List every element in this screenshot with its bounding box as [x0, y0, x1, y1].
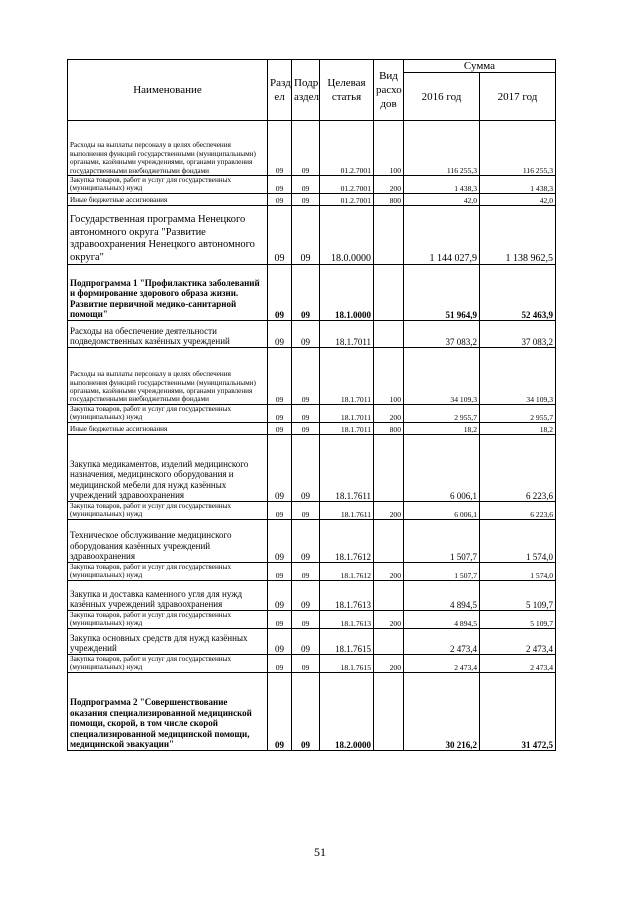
amount-2016-cell: 34 109,3: [404, 347, 480, 404]
row-name: Подпрограмма 2 "Совершенствование оказания специализированной медицинской помощи, скорой, в том числе скорой специализированной медицинской помощи, медицинской эвакуации": [68, 672, 268, 750]
vid-cell: 200: [374, 610, 404, 628]
amount-2017-cell: 42,0: [480, 193, 556, 205]
amount-2016-cell: 51 964,9: [404, 264, 480, 320]
vid-cell: 200: [374, 501, 404, 519]
podrazdel-cell: 09: [292, 580, 320, 610]
razdel-cell: 09: [268, 193, 292, 205]
amount-2017-cell: 116 255,3: [480, 121, 556, 176]
header-2017: 2017 год: [480, 73, 556, 121]
table-row: [68, 562, 556, 580]
row-name: Закупка основных средств для нужд казённых учреждений: [68, 628, 268, 654]
header-sum: Сумма: [404, 60, 556, 73]
row-name: Расходы на выплаты персоналу в целях обеспечения выполнения функций государственными (муниципальными) органами, казёнными учреждениями, органами управления государственными внебюджетными фондами: [68, 121, 268, 176]
target-cell: 18.1.7611: [320, 501, 374, 519]
razdel-cell: 09: [268, 320, 292, 347]
amount-2016-cell: 42,0: [404, 193, 480, 205]
amount-2017-cell: 37 083,2: [480, 320, 556, 347]
amount-2016-cell: 18,2: [404, 422, 480, 434]
amount-2016-cell: 1 507,7: [404, 562, 480, 580]
row-name: Закупка товаров, работ и услуг для государственных (муниципальных) нужд: [68, 404, 268, 422]
razdel-cell: 09: [268, 562, 292, 580]
header-name: Наименование: [68, 60, 268, 121]
amount-2017-cell: 2 473,4: [480, 628, 556, 654]
vid-cell: [374, 434, 404, 501]
vid-cell: 200: [374, 562, 404, 580]
vid-cell: [374, 672, 404, 750]
table-row: [68, 434, 556, 501]
podrazdel-cell: 09: [292, 562, 320, 580]
vid-cell: 200: [374, 654, 404, 672]
razdel-cell: 09: [268, 628, 292, 654]
vid-cell: 800: [374, 193, 404, 205]
podrazdel-cell: 09: [292, 519, 320, 562]
row-name: Закупка медикаментов, изделий медицинского назначения, медицинского оборудования и медицинской мебели для нужд казённых учреждений здравоохранения: [68, 434, 268, 501]
row-name: Иные бюджетные ассигнования: [68, 193, 268, 205]
amount-2016-cell: 1 438,3: [404, 176, 480, 194]
amount-2017-cell: 2 955,7: [480, 404, 556, 422]
row-name: Техническое обслуживание медицинского оборудования казённых учреждений здравоохранения: [68, 519, 268, 562]
target-cell: 18.1.7612: [320, 519, 374, 562]
podrazdel-cell: 09: [292, 264, 320, 320]
vid-cell: 800: [374, 422, 404, 434]
table-row: [68, 501, 556, 519]
amount-2016-cell: 30 216,2: [404, 672, 480, 750]
row-name: Иные бюджетные ассигнования: [68, 422, 268, 434]
vid-cell: [374, 580, 404, 610]
target-cell: 18.1.7011: [320, 320, 374, 347]
podrazdel-cell: 09: [292, 628, 320, 654]
vid-cell: 200: [374, 404, 404, 422]
budget-table: [67, 59, 556, 751]
row-name: Подпрограмма 1 "Профилактика заболеваний и формирование здорового образа жизни. Развитие первичной медико-санитарной помощи": [68, 264, 268, 320]
razdel-cell: 09: [268, 205, 292, 264]
target-cell: 18.1.7011: [320, 347, 374, 404]
target-cell: 18.1.7011: [320, 404, 374, 422]
row-name: Закупка и доставка каменного угля для нужд казённых учреждений здравоохранения: [68, 580, 268, 610]
amount-2016-cell: 1 144 027,9: [404, 205, 480, 264]
razdel-cell: 09: [268, 404, 292, 422]
target-cell: 18.2.0000: [320, 672, 374, 750]
table-row: [68, 121, 556, 176]
amount-2016-cell: 1 507,7: [404, 519, 480, 562]
amount-2017-cell: 2 473,4: [480, 654, 556, 672]
vid-cell: [374, 519, 404, 562]
amount-2016-cell: 116 255,3: [404, 121, 480, 176]
row-name: Государственная программа Ненецкого автономного округа "Развитие здравоохранения Ненецкого автономного округа": [68, 205, 268, 264]
amount-2017-cell: 1 574,0: [480, 562, 556, 580]
target-cell: 18.1.7611: [320, 434, 374, 501]
razdel-cell: 09: [268, 580, 292, 610]
row-name: Закупка товаров, работ и услуг для государственных (муниципальных) нужд: [68, 176, 268, 194]
amount-2016-cell: 2 955,7: [404, 404, 480, 422]
amount-2017-cell: 34 109,3: [480, 347, 556, 404]
header-2016: 2016 год: [404, 73, 480, 121]
amount-2017-cell: 1 438,3: [480, 176, 556, 194]
razdel-cell: 09: [268, 501, 292, 519]
table-row: [68, 580, 556, 610]
podrazdel-cell: 09: [292, 320, 320, 347]
podrazdel-cell: 09: [292, 434, 320, 501]
podrazdel-cell: 09: [292, 121, 320, 176]
amount-2016-cell: 4 894,5: [404, 610, 480, 628]
podrazdel-cell: 09: [292, 404, 320, 422]
amount-2017-cell: 52 463,9: [480, 264, 556, 320]
table-row: [68, 422, 556, 434]
amount-2016-cell: 4 894,5: [404, 580, 480, 610]
razdel-cell: 09: [268, 610, 292, 628]
razdel-cell: 09: [268, 347, 292, 404]
target-cell: 18.1.7615: [320, 628, 374, 654]
target-cell: 01.2.7001: [320, 176, 374, 194]
razdel-cell: 09: [268, 422, 292, 434]
amount-2017-cell: 18,2: [480, 422, 556, 434]
razdel-cell: 09: [268, 176, 292, 194]
target-cell: 18.1.7011: [320, 422, 374, 434]
table-row: [68, 347, 556, 404]
target-cell: 18.1.0000: [320, 264, 374, 320]
vid-cell: [374, 320, 404, 347]
table-row: [68, 404, 556, 422]
table-row: [68, 672, 556, 750]
podrazdel-cell: 09: [292, 654, 320, 672]
razdel-cell: 09: [268, 264, 292, 320]
target-cell: 01.2.7001: [320, 193, 374, 205]
podrazdel-cell: 09: [292, 205, 320, 264]
table-row: [68, 176, 556, 194]
vid-cell: [374, 264, 404, 320]
amount-2017-cell: 6 223,6: [480, 434, 556, 501]
razdel-cell: 09: [268, 654, 292, 672]
amount-2016-cell: 2 473,4: [404, 654, 480, 672]
table-row: [68, 193, 556, 205]
header-podrazdel: Подр аздел: [292, 60, 320, 121]
vid-cell: [374, 205, 404, 264]
podrazdel-cell: 09: [292, 422, 320, 434]
target-cell: 01.2.7001: [320, 121, 374, 176]
razdel-cell: 09: [268, 672, 292, 750]
vid-cell: [374, 628, 404, 654]
podrazdel-cell: 09: [292, 176, 320, 194]
podrazdel-cell: 09: [292, 501, 320, 519]
amount-2016-cell: 37 083,2: [404, 320, 480, 347]
amount-2017-cell: 31 472,5: [480, 672, 556, 750]
row-name: Закупка товаров, работ и услуг для государственных (муниципальных) нужд: [68, 562, 268, 580]
target-cell: 18.1.7613: [320, 610, 374, 628]
header-vid: Вид расхо дов: [374, 60, 404, 121]
amount-2016-cell: 6 006,1: [404, 434, 480, 501]
razdel-cell: 09: [268, 121, 292, 176]
vid-cell: 100: [374, 347, 404, 404]
target-cell: 18.1.7612: [320, 562, 374, 580]
target-cell: 18.1.7615: [320, 654, 374, 672]
row-name: Закупка товаров, работ и услуг для государственных (муниципальных) нужд: [68, 501, 268, 519]
vid-cell: 100: [374, 121, 404, 176]
header-target: Целевая статья: [320, 60, 374, 121]
table-row: [68, 610, 556, 628]
header-row-top: [68, 60, 556, 73]
table-row: [68, 320, 556, 347]
target-cell: 18.1.7613: [320, 580, 374, 610]
amount-2017-cell: 5 109,7: [480, 610, 556, 628]
podrazdel-cell: 09: [292, 347, 320, 404]
razdel-cell: 09: [268, 519, 292, 562]
table-row: [68, 519, 556, 562]
row-name: Расходы на выплаты персоналу в целях обеспечения выполнения функций государственными (муниципальными) органами, казёнными учреждениями, органами управления государственными внебюджетными фондами: [68, 347, 268, 404]
amount-2017-cell: 5 109,7: [480, 580, 556, 610]
table-row: [68, 264, 556, 320]
amount-2016-cell: 6 006,1: [404, 501, 480, 519]
table-row: [68, 628, 556, 654]
row-name: Закупка товаров, работ и услуг для государственных (муниципальных) нужд: [68, 654, 268, 672]
vid-cell: 200: [374, 176, 404, 194]
podrazdel-cell: 09: [292, 193, 320, 205]
header-razdel: Разд ел: [268, 60, 292, 121]
amount-2017-cell: 1 138 962,5: [480, 205, 556, 264]
amount-2017-cell: 1 574,0: [480, 519, 556, 562]
podrazdel-cell: 09: [292, 672, 320, 750]
target-cell: 18.0.0000: [320, 205, 374, 264]
razdel-cell: 09: [268, 434, 292, 501]
table-row: [68, 205, 556, 264]
podrazdel-cell: 09: [292, 610, 320, 628]
page-number: 51: [314, 845, 326, 859]
amount-2017-cell: 6 223,6: [480, 501, 556, 519]
row-name: Закупка товаров, работ и услуг для государственных (муниципальных) нужд: [68, 610, 268, 628]
row-name: Расходы на обеспечение деятельности подведомственных казённых учреждений: [68, 320, 268, 347]
amount-2016-cell: 2 473,4: [404, 628, 480, 654]
table-row: [68, 654, 556, 672]
